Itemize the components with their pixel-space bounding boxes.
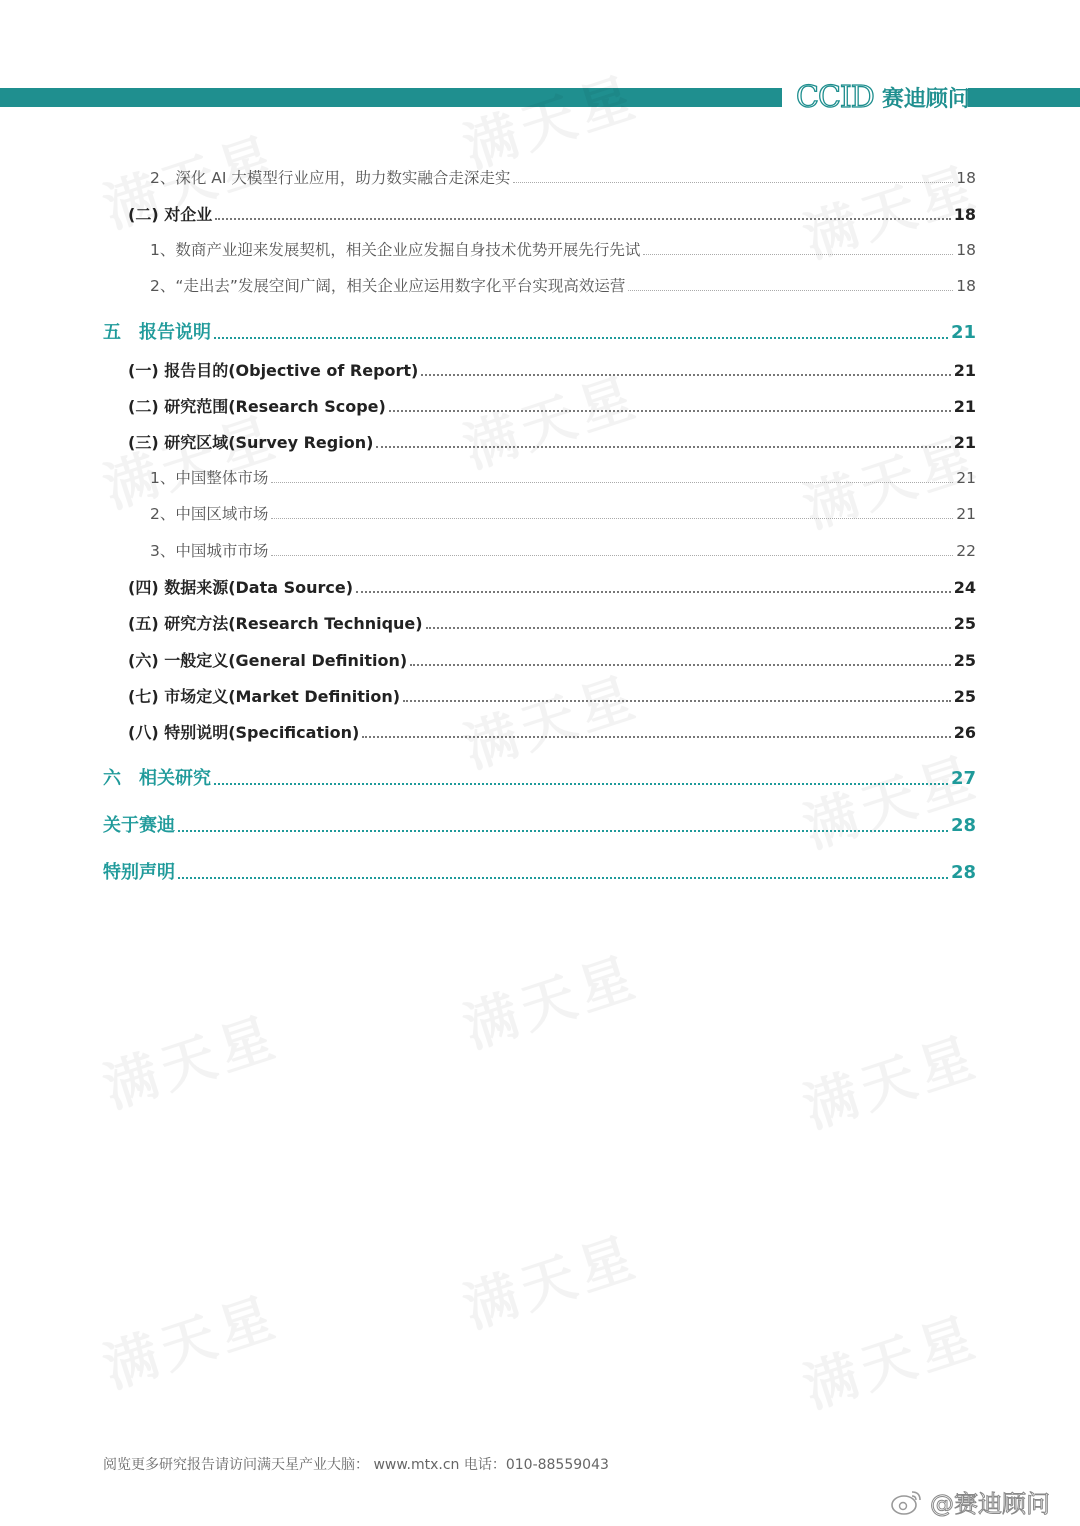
toc-dot-leader xyxy=(421,374,950,376)
toc-entry-title: 报告说明 xyxy=(139,322,211,343)
toc-entry-label: 3、中国城市市场 xyxy=(150,542,269,560)
toc-page-number: 25 xyxy=(953,614,976,633)
toc-entry[interactable] xyxy=(150,238,976,260)
toc-entry-label: 2、中国区域市场 xyxy=(150,505,269,523)
weibo-icon xyxy=(890,1488,924,1516)
toc-dot-leader xyxy=(178,830,948,832)
watermark xyxy=(93,994,288,1123)
watermark xyxy=(793,1014,988,1143)
toc-dot-leader xyxy=(178,877,948,879)
toc-page-number: 25 xyxy=(953,651,976,670)
toc-dot-leader xyxy=(643,254,953,255)
toc-dot-leader xyxy=(628,290,953,291)
toc-entry-label: (四) 数据来源(Data Source) xyxy=(128,578,354,597)
toc-page-number: 21 xyxy=(953,397,976,416)
toc-entry-label: (六) 一般定义(General Definition) xyxy=(128,651,408,670)
brand-name: 赛迪顾问 xyxy=(881,85,970,112)
toc-entry[interactable] xyxy=(150,539,976,561)
toc-page-number: 21 xyxy=(953,433,976,452)
toc-entry[interactable] xyxy=(150,166,976,188)
toc-entry-number: 五 xyxy=(103,322,121,343)
toc-dot-leader xyxy=(214,337,948,339)
toc-entry[interactable] xyxy=(128,394,976,417)
toc-dot-leader xyxy=(410,664,951,666)
toc-page-number: 28 xyxy=(950,862,976,883)
watermark xyxy=(453,54,648,183)
toc-page-number: 26 xyxy=(953,723,976,742)
toc-page-number: 18 xyxy=(956,277,976,295)
toc-dot-leader xyxy=(426,627,951,629)
toc-entry[interactable] xyxy=(128,720,976,743)
toc-entry-number: 六 xyxy=(103,768,121,789)
toc-dot-leader xyxy=(403,700,951,702)
toc-page-number: 21 xyxy=(956,469,976,487)
toc-page-number: 28 xyxy=(950,815,976,836)
toc-dot-leader xyxy=(271,482,953,483)
brand-logo: CCID xyxy=(796,79,874,115)
toc-entry[interactable] xyxy=(128,430,976,453)
toc-entry[interactable] xyxy=(128,684,976,707)
toc-page-number: 27 xyxy=(950,768,976,789)
toc-page-number: 21 xyxy=(956,505,976,523)
brand xyxy=(796,80,970,114)
toc-dot-leader xyxy=(214,783,948,785)
toc-entry-label xyxy=(103,764,211,790)
toc-page-number: 21 xyxy=(950,322,976,343)
header-bar-right xyxy=(968,88,1080,107)
toc-entry-label: (五) 研究方法(Research Technique) xyxy=(128,614,423,633)
toc-page-number: 22 xyxy=(956,542,976,560)
watermark xyxy=(453,1214,648,1343)
toc-dot-leader xyxy=(513,182,953,183)
toc-entry-label: (二) 研究范围(Research Scope) xyxy=(128,397,386,416)
toc-entry-label: 2、“走出去”发展空间广阔，相关企业应运用数字化平台实现高效运营 xyxy=(150,277,626,295)
toc-entry[interactable] xyxy=(128,202,976,225)
header-bar-left xyxy=(0,88,782,107)
toc-dot-leader xyxy=(271,555,953,556)
toc-entry[interactable] xyxy=(128,611,976,634)
toc-dot-leader xyxy=(376,446,950,448)
toc-page-number: 25 xyxy=(953,687,976,706)
toc-page-number: 18 xyxy=(953,205,976,224)
toc-page-number: 18 xyxy=(956,241,976,259)
toc-entry[interactable] xyxy=(128,648,976,671)
toc-entry-label: (三) 研究区域(Survey Region) xyxy=(128,433,374,452)
toc-entry[interactable] xyxy=(150,274,976,296)
toc-entry-label: 特别声明 xyxy=(103,862,175,883)
toc-page-number: 18 xyxy=(956,169,976,187)
toc-entry[interactable] xyxy=(103,811,976,837)
toc-page-number: 24 xyxy=(953,578,976,597)
toc-page-number: 21 xyxy=(953,361,976,380)
toc-entry[interactable] xyxy=(128,575,976,598)
footer-text: 阅览更多研究报告请访问满天星产业大脑： www.mtx.cn 电话：010-88559043 xyxy=(103,1457,609,1473)
toc-dot-leader xyxy=(389,410,951,412)
toc-entry-label: (一) 报告目的(Objective of Report) xyxy=(128,361,419,380)
toc-dot-leader xyxy=(356,591,951,593)
watermark xyxy=(93,1274,288,1403)
toc-dot-leader xyxy=(271,518,953,519)
toc-dot-leader xyxy=(362,736,950,738)
toc-entry-label: (八) 特别说明(Specification) xyxy=(128,723,360,742)
toc-entry[interactable] xyxy=(150,502,976,524)
watermark xyxy=(793,1294,988,1423)
toc-entry[interactable] xyxy=(128,358,976,381)
watermark xyxy=(453,934,648,1063)
toc-dot-leader xyxy=(215,218,951,220)
toc-entry-label xyxy=(103,318,211,344)
toc-entry[interactable] xyxy=(103,318,976,344)
toc-entry-title: 相关研究 xyxy=(139,768,211,789)
weibo-name: @赛迪顾问 xyxy=(930,1490,1050,1518)
toc-entry-label: (七) 市场定义(Market Definition) xyxy=(128,687,401,706)
weibo-handle xyxy=(890,1484,1050,1519)
toc-entry[interactable] xyxy=(103,858,976,884)
toc-entry-label: (二) 对企业 xyxy=(128,205,213,224)
watermark xyxy=(793,734,988,863)
toc-entry[interactable] xyxy=(103,764,976,790)
toc-entry[interactable] xyxy=(150,466,976,488)
toc-entry-label: 2、深化 AI 大模型行业应用，助力数实融合走深走实 xyxy=(150,169,511,187)
toc-entry-label: 1、中国整体市场 xyxy=(150,469,269,487)
toc-entry-label: 1、数商产业迎来发展契机，相关企业应发掘自身技术优势开展先行先试 xyxy=(150,241,641,259)
toc-entry-label: 关于赛迪 xyxy=(103,815,175,836)
